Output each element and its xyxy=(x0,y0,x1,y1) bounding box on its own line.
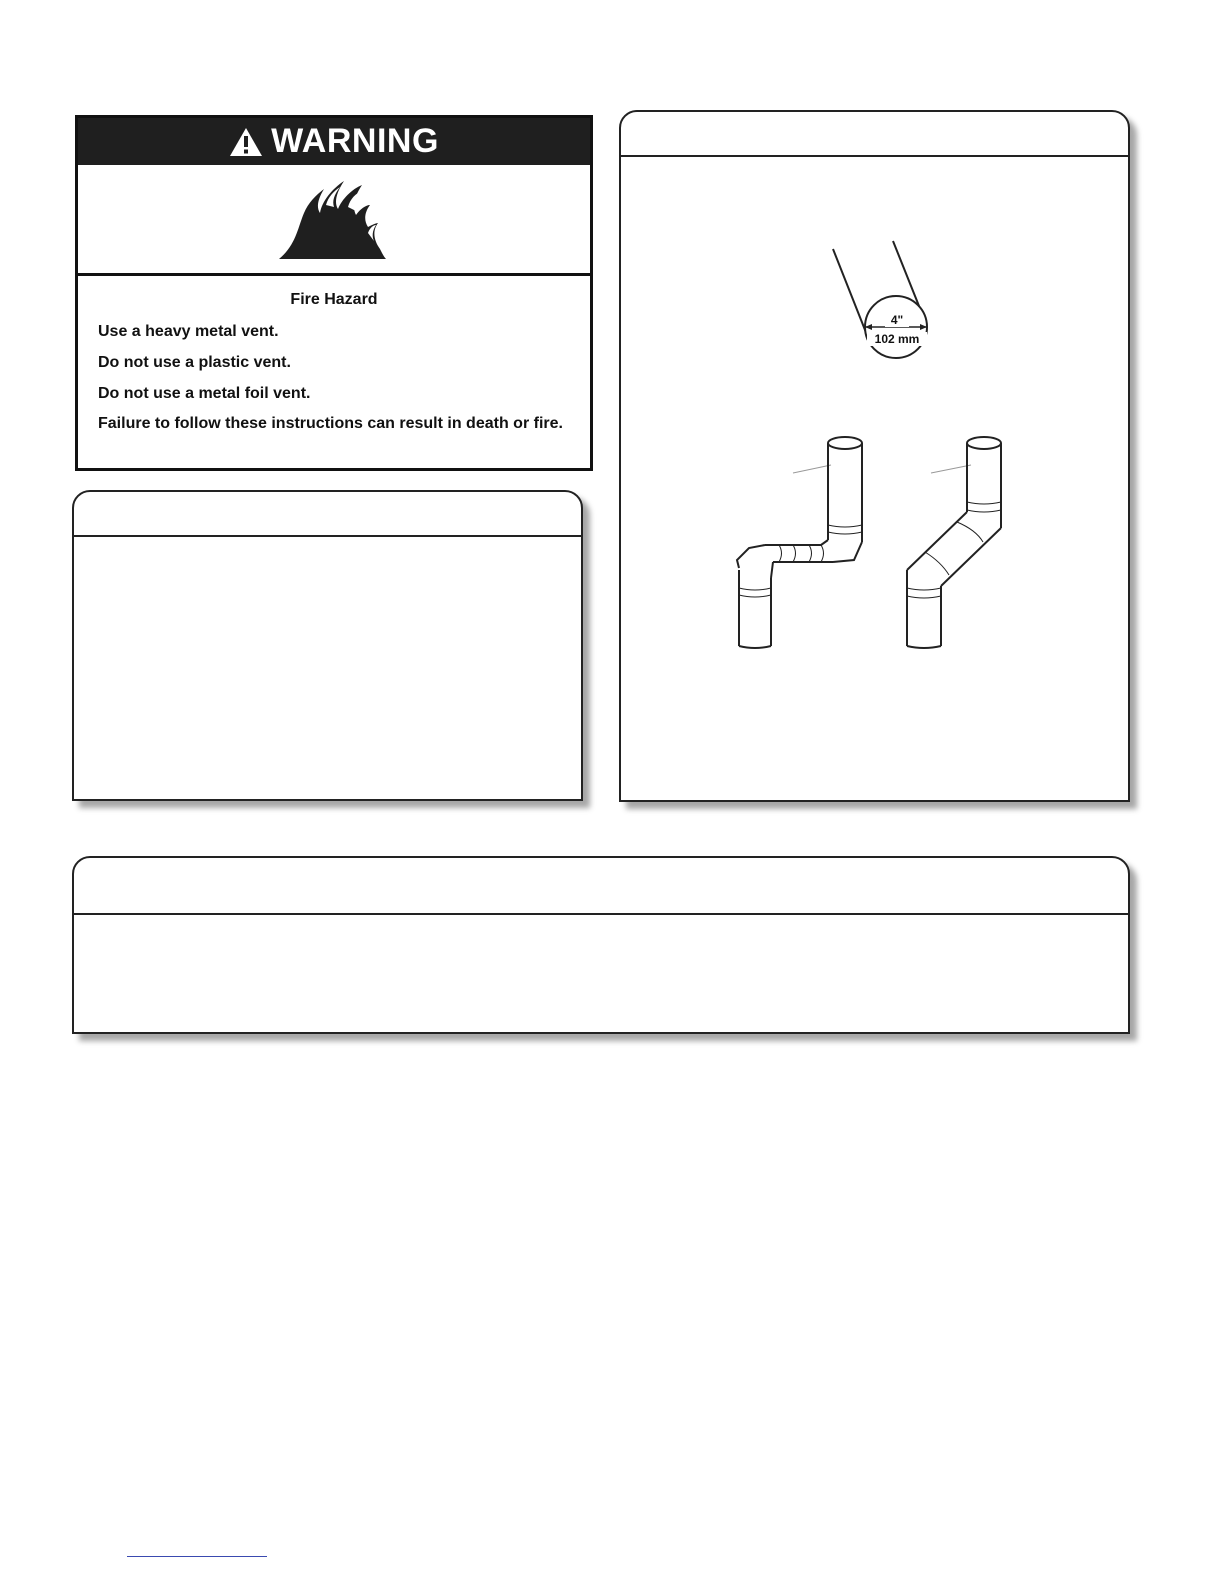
angled-duct-offset-diagram xyxy=(891,430,1051,660)
footer-link-underline xyxy=(127,1556,267,1557)
panel-header-rule xyxy=(621,155,1128,157)
warning-image-area xyxy=(78,165,590,276)
vent-diagram-panel xyxy=(619,110,1130,802)
fire-icon xyxy=(274,175,394,263)
warning-line-3: Do not use a metal foil vent. xyxy=(98,385,311,402)
panel-header-rule xyxy=(74,535,581,537)
diameter-inches-label: 4" xyxy=(885,313,909,327)
warning-box xyxy=(75,115,593,471)
diameter-mm-label: 102 mm xyxy=(867,332,927,346)
warning-title: WARNING xyxy=(271,122,439,160)
warning-line-4: Failure to follow these instructions can result in death or fire. xyxy=(98,415,563,432)
panel-header-rule xyxy=(74,913,1128,915)
left-info-panel xyxy=(72,490,583,801)
duct-diameter-diagram xyxy=(821,237,941,367)
warning-line-1: Use a heavy metal vent. xyxy=(98,323,279,340)
warning-text-area xyxy=(78,276,590,468)
warning-line-2: Do not use a plastic vent. xyxy=(98,354,291,371)
hazard-title: Fire Hazard xyxy=(290,291,378,308)
bottom-info-panel xyxy=(72,856,1130,1034)
warning-triangle-icon xyxy=(229,127,263,157)
elbow-duct-offset-diagram xyxy=(723,430,883,660)
warning-header xyxy=(78,118,590,165)
